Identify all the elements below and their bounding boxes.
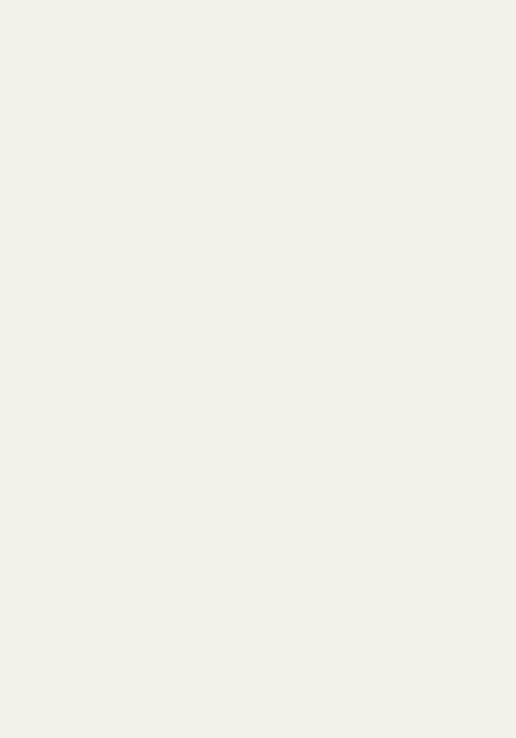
bottom-text-block (18, 383, 500, 704)
top-text-block (18, 30, 500, 366)
